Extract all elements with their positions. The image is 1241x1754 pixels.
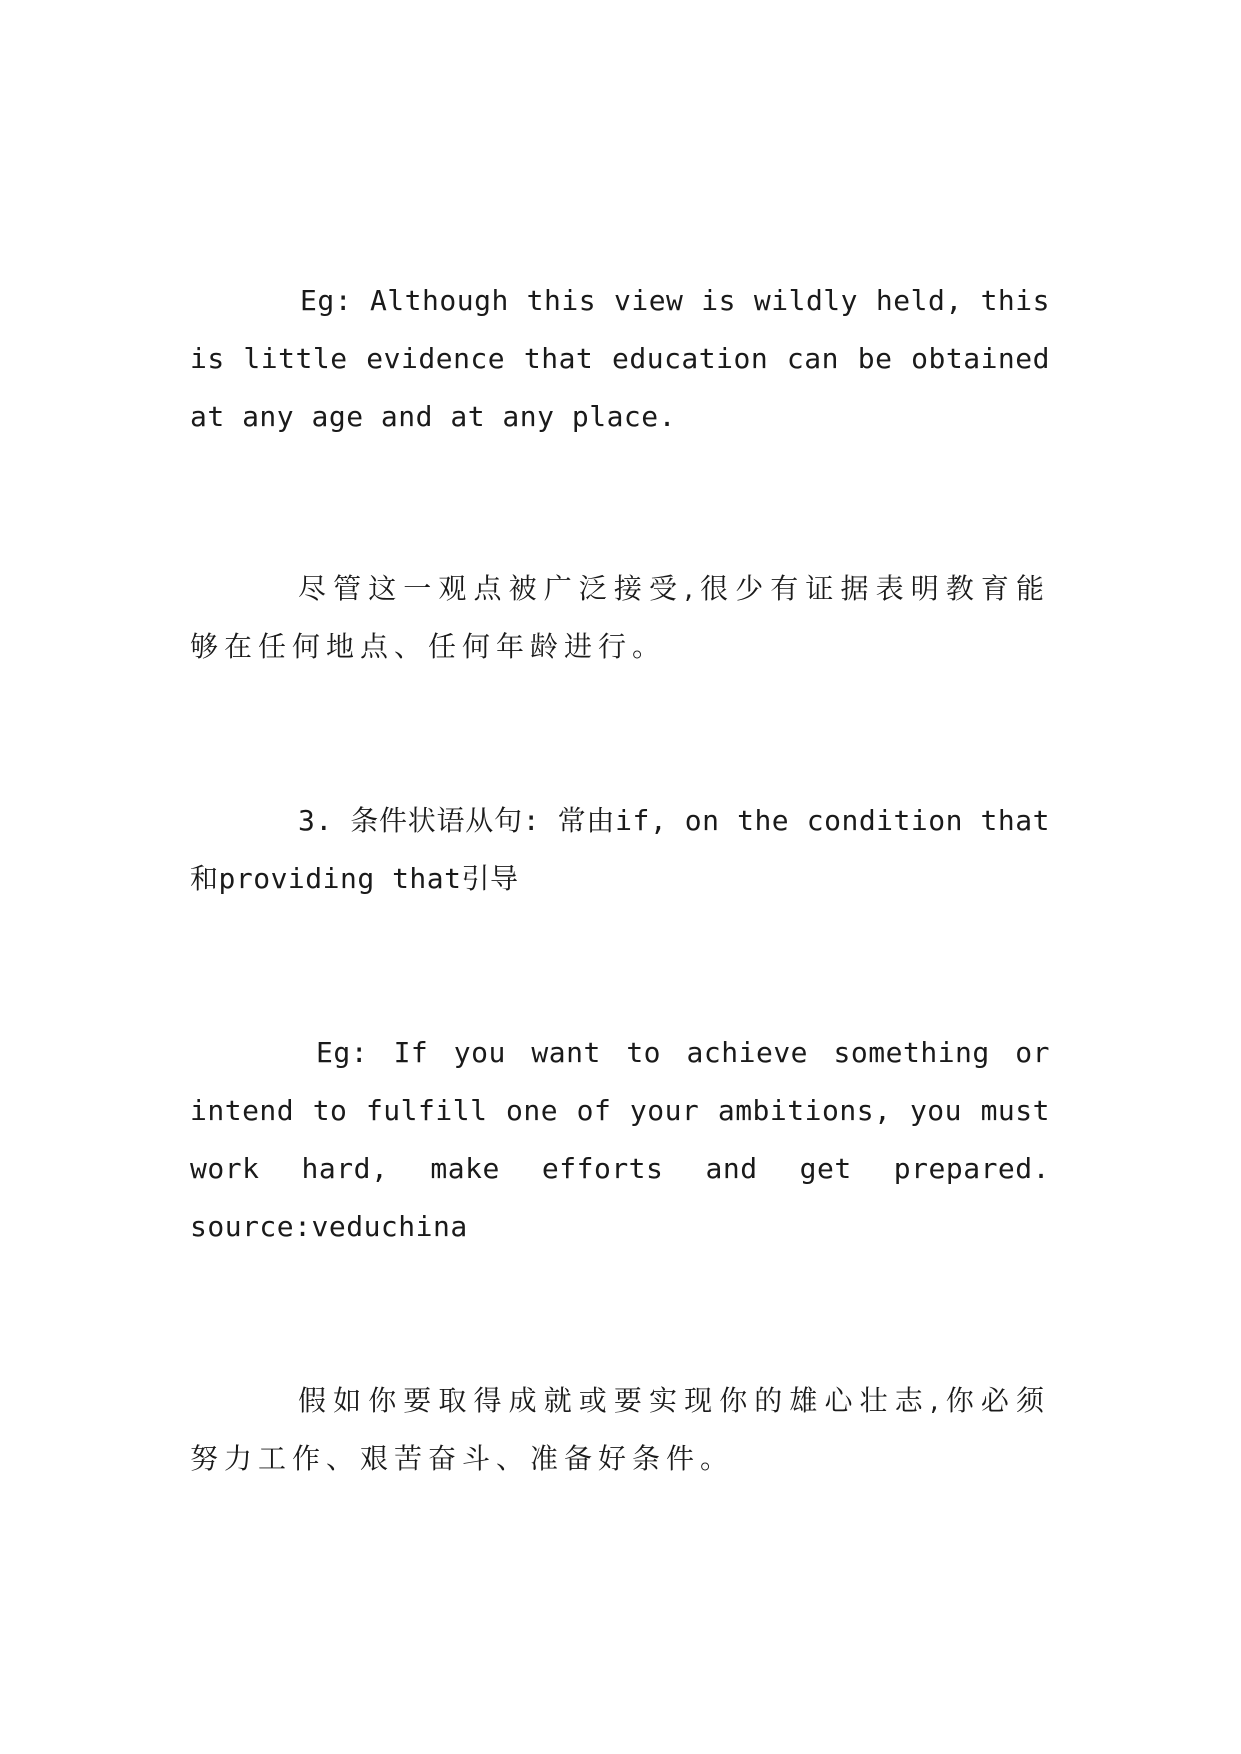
source-label: source:veduchina [190, 1210, 468, 1243]
translation-text-conditional: 假如你要取得成就或要实现你的雄心壮志,你必须努力工作、艰苦奋斗、准备好条件。 [190, 1384, 1050, 1475]
example-text-concession: Eg: Although this view is wildly held, this is little evidence that education can be obtained at any age and at any place. [190, 284, 1050, 433]
section-heading-conditional [190, 792, 1050, 908]
translation-text-concession: 尽管这一观点被广泛接受,很少有证据表明教育能够在任何地点、任何年龄进行。 [190, 572, 1050, 663]
example-text-conditional: Eg: If you want to achieve something or intend to fulfill one of your ambitions, you must work hard, make efforts and get prepared. [190, 1036, 1050, 1185]
translation-paragraph-conditional [190, 1372, 1050, 1488]
section-heading-line1: 3. 条件状语从句: 常由if, on the condition that [298, 804, 1050, 837]
section-heading-line2: 和providing that引导 [190, 862, 519, 895]
example-paragraph-conditional [190, 1024, 1050, 1256]
translation-paragraph-concession [190, 560, 1050, 676]
example-paragraph-concession [190, 272, 1050, 446]
